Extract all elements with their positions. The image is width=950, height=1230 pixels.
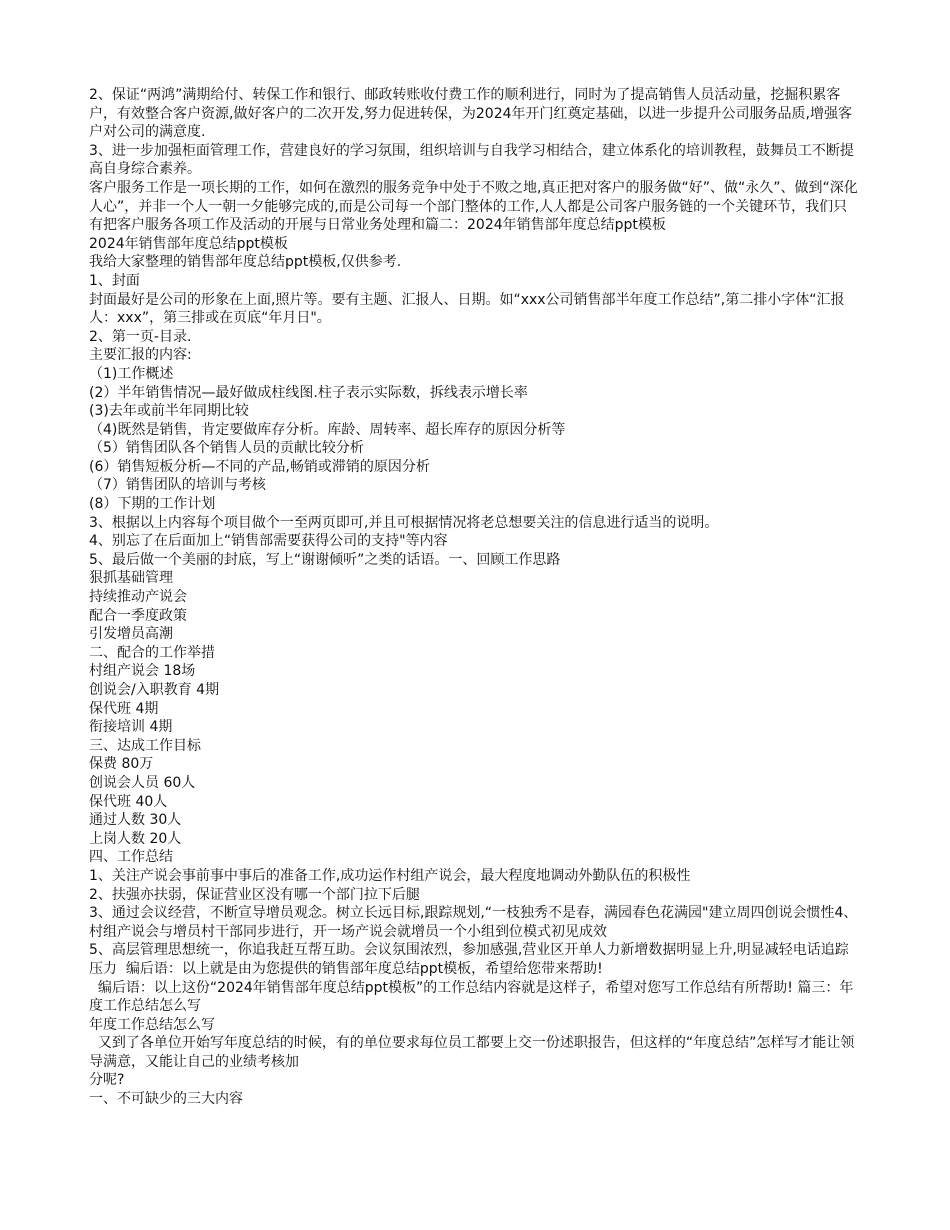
text-line: 我给大家整理的销售部年度总结ppt模板,仅供参考. [89, 254, 402, 271]
text-line: (3)去年或前半年同期比较 [89, 403, 249, 420]
text-line: （4)既然是销售，肯定要做库存分析。库龄、周转率、超长库存的原因分析等 [89, 421, 566, 438]
text-line: 村组产说会 18场 [89, 663, 196, 680]
text-line: （7）销售团队的培训与考核 [89, 477, 266, 494]
text-line: 4、别忘了在后面加上“销售部需要获得公司的支持"等内容 [89, 533, 448, 550]
text-line: 创说会人员 60人 [89, 774, 196, 791]
text-line: 狠抓基础管理 [89, 570, 173, 587]
text-line: 通过人数 30人 [89, 812, 182, 829]
text-line: 三、达成工作目标 [89, 737, 201, 754]
text-line: 分呢? [89, 1072, 125, 1089]
text-line: 四、工作总结 [89, 849, 173, 866]
text-line: 主要汇报的内容: [89, 347, 192, 364]
text-line: (6）销售短板分析—不同的产品,畅销或滞销的原因分析 [89, 458, 430, 475]
text-line: （5）销售团队各个销售人员的贡献比较分析 [89, 440, 364, 457]
text-line: 编后语：以上这份“2024年销售部年度总结ppt模板”的工作总结内容就是这样子，希望对您写工作总结有所帮助! 篇三：年度工作总结怎么写 [89, 979, 854, 1015]
text-line: 2、扶强亦扶弱，保证营业区没有哪一个部门拉下后腿 [89, 886, 420, 903]
text-line: 引发增员高潮 [89, 626, 173, 643]
text-line: 持续推动产说会 [89, 589, 187, 606]
text-line: （1)工作概述 [89, 365, 174, 382]
text-line: 1、封面 [89, 272, 140, 289]
text-line: 3、进一步加强柜面管理工作，营建良好的学习氛围，组织培训与自我学习相结合，建立体系化的培训教程，鼓舞员工不断提高自身综合素养。 [89, 142, 854, 178]
text-line: 3、通过会议经营，不断宣导增员观念。树立长远目标,跟踪规划,“一枝独秀不是春，满园春色花满园"建立周四创说会惯性4、村组产说会与增员村干部同步进行，开一场产说会就增员一个小组到位模式初见成效 [89, 905, 858, 940]
text-line: 创说会/入职教育 4期 [89, 682, 220, 698]
text-line: 配合一季度政策 [89, 607, 187, 624]
text-line: 5、高层管理思想统一，你追我赶互帮互助。会议氛围浓烈，参加感强,营业区开单人力新增数据明显上升,明显减轻电话追踪压力 编后语：以上就是由为您提供的销售部年度总结ppt模板，希望给您带来帮助! [89, 942, 849, 977]
text-line: 上岗人数 20人 [89, 830, 182, 847]
text-line: 1、关注产说会事前事中事后的准备工作,成功运作村组产说会，最大程度地调动外勤队伍的积极性 [89, 867, 691, 884]
text-line: 衔接培训 4期 [89, 719, 173, 736]
text-line: (8）下期的工作计划 [89, 496, 216, 513]
text-line: 2、保证“两鸿”满期给付、转保工作和银行、邮政转账收付费工作的顺利进行，同时为了提高销售人员活动量，挖掘积累客户，有效整合客户资源,做好客户的二次开发,努力促进转保，为2024年开门红奠定基础，以进一步提升公司服务品质,增强客户对公司的满意度. [89, 87, 852, 141]
text-line: 2、第一页-目录. [89, 328, 192, 345]
text-line: 保代班 40人 [89, 793, 168, 810]
text-line: 年度工作总结怎么写 [89, 1016, 215, 1033]
text-line: 封面最好是公司的形象在上面,照片等。要有主题、汇报人、日期。如“xxx公司销售部半年度工作总结”,第二排小字体“汇报人：xxx”，第三排或在页底“年月日"。 [89, 291, 845, 327]
text-line: 3、根据以上内容每个项目做个一至两页即可,并且可根据情况将老总想要关注的信息进行适当的说明。 [89, 514, 719, 531]
text-line: 二、配合的工作举措 [89, 644, 215, 661]
text-line: 保费 80万 [89, 756, 154, 773]
document-body [89, 86, 861, 1109]
text-line: 保代班 4期 [89, 700, 159, 717]
text-line: 又到了各单位开始写年度总结的时候，有的单位要求每位员工都要上交一份述职报告，但这样的“年度总结”怎样写才能让领导满意，又能让自己的业绩考核加 [89, 1035, 855, 1070]
text-line: 客户服务工作是一项长期的工作，如何在激烈的服务竞争中处于不败之地,真正把对客户的服务做“好”、做“永久”、做到“深化人心”，并非一个人一朝一夕能够完成的,而是公司每一个部门整体的工作,人人都是公司客户服务链的一个关键环节，我们只有把客户服务各项工作及活动的开展与日常业务处理和篇二：2024年销售部年度总结ppt模板 [89, 179, 858, 234]
text-line: 2024年销售部年度总结ppt模板 [89, 235, 288, 252]
text-line: (2）半年销售情况—最好做成柱线图.柱子表示实际数，拆线表示增长率 [89, 384, 528, 401]
text-line: 一、不可缺少的三大内容 [89, 1091, 243, 1108]
text-line: 5、最后做一个美丽的封底，写上“谢谢倾听”之类的话语。一、回顾工作思路 [89, 551, 561, 568]
